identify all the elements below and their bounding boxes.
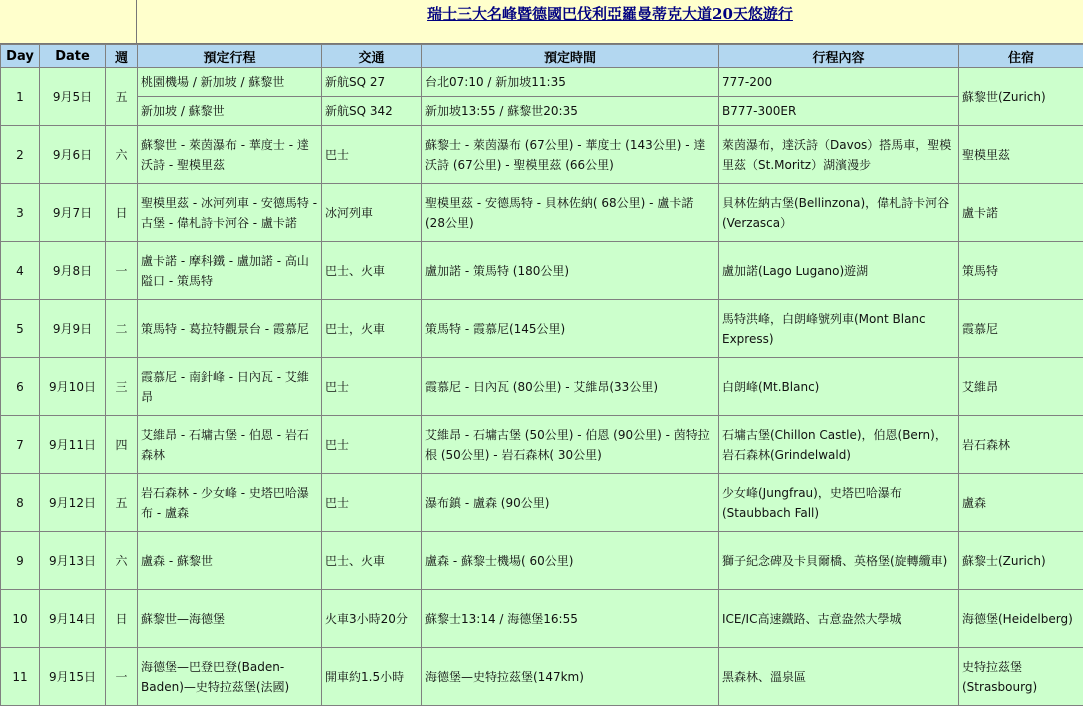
cell-day[interactable]: 6 (1, 358, 40, 416)
cell-route[interactable]: 霞慕尼 - 南針峰 - 日內瓦 - 艾維昂 (138, 358, 322, 416)
table-row (1, 648, 1083, 706)
cell-day[interactable]: 1 (1, 68, 40, 126)
cell-lodging[interactable]: 蘇黎士(Zurich) (959, 532, 1083, 590)
cell-route[interactable]: 盧森 - 蘇黎世 (138, 532, 322, 590)
cell-weekday[interactable]: 五 (106, 68, 138, 126)
cell-content[interactable]: 萊茵瀑布，達沃詩（Davos）搭馬車，聖模里茲（St.Moritz）湖濱漫步 (719, 126, 959, 184)
table-row (1, 590, 1083, 648)
header-transport[interactable]: 交通 (322, 45, 422, 68)
cell-date[interactable]: 9月5日 (40, 68, 106, 126)
cell-weekday[interactable]: 六 (106, 126, 138, 184)
cell-day[interactable]: 3 (1, 184, 40, 242)
header-row (1, 45, 1083, 68)
cell-content[interactable]: 盧加諾(Lago Lugano)遊湖 (719, 242, 959, 300)
cell-transport[interactable]: 巴士 (322, 474, 422, 532)
cell-date[interactable]: 9月6日 (40, 126, 106, 184)
cell-day[interactable]: 11 (1, 648, 40, 706)
cell-date[interactable]: 9月11日 (40, 416, 106, 474)
header-time[interactable]: 預定時間 (422, 45, 719, 68)
cell-weekday[interactable]: 六 (106, 532, 138, 590)
table-row (1, 474, 1083, 532)
cell-transport[interactable]: 巴士，火車 (322, 300, 422, 358)
itinerary-table (0, 44, 1083, 706)
cell-route[interactable]: 新加坡 / 蘇黎世 (138, 97, 322, 126)
cell-route[interactable]: 岩石森林 - 少女峰 - 史塔巴哈瀑布 - 盧森 (138, 474, 322, 532)
cell-lodging[interactable]: 盧森 (959, 474, 1083, 532)
cell-lodging[interactable]: 聖模里茲 (959, 126, 1083, 184)
cell-time[interactable]: 霞慕尼 - 日內瓦 (80公里) - 艾維昂(33公里) (422, 358, 719, 416)
cell-weekday[interactable]: 一 (106, 242, 138, 300)
cell-weekday[interactable]: 三 (106, 358, 138, 416)
cell-transport[interactable]: 巴士 (322, 126, 422, 184)
header-day[interactable]: Day (1, 45, 40, 68)
cell-transport[interactable]: 巴士、火車 (322, 242, 422, 300)
cell-date[interactable]: 9月14日 (40, 590, 106, 648)
cell-day[interactable]: 4 (1, 242, 40, 300)
cell-time[interactable]: 策馬特 - 霞慕尼(145公里) (422, 300, 719, 358)
cell-day[interactable]: 8 (1, 474, 40, 532)
cell-content[interactable]: 黑森林、溫泉區 (719, 648, 959, 706)
cell-route[interactable]: 盧卡諾 - 摩科鐵 - 盧加諾 - 高山隘口 - 策馬特 (138, 242, 322, 300)
cell-weekday[interactable]: 一 (106, 648, 138, 706)
cell-time[interactable]: 台北07:10 / 新加坡11:35 (422, 68, 719, 97)
cell-content[interactable]: 白朗峰(Mt.Blanc) (719, 358, 959, 416)
cell-transport[interactable]: 新航SQ 27 (322, 68, 422, 97)
table-row (1, 126, 1083, 184)
cell-date[interactable]: 9月9日 (40, 300, 106, 358)
table-row (1, 184, 1083, 242)
header-route[interactable]: 預定行程 (138, 45, 322, 68)
title-row (0, 0, 1083, 44)
cell-day[interactable]: 2 (1, 126, 40, 184)
cell-content[interactable]: 777-200 (719, 68, 959, 97)
cell-route[interactable]: 聖模里茲 - 冰河列車 - 安德馬特 - 古堡 - 偉札詩卡河谷 - 盧卡諾 (138, 184, 322, 242)
title-cell[interactable] (137, 0, 1083, 44)
cell-content[interactable]: B777-300ER (719, 97, 959, 126)
title-blank-cell (0, 0, 137, 44)
cell-weekday[interactable]: 二 (106, 300, 138, 358)
cell-transport[interactable]: 新航SQ 342 (322, 97, 422, 126)
cell-time[interactable]: 盧加諾 - 策馬特 (180公里) (422, 242, 719, 300)
cell-transport[interactable]: 巴士、火車 (322, 532, 422, 590)
cell-time[interactable]: 艾維昂 - 石墉古堡 (50公里) - 伯恩 (90公里) - 茵特拉根 (50公里) - 岩石森林( 30公里) (422, 416, 719, 474)
cell-date[interactable]: 9月8日 (40, 242, 106, 300)
cell-content[interactable]: 石墉古堡(Chillon Castle)，伯恩(Bern)，岩石森林(Grindelwald) (719, 416, 959, 474)
cell-content[interactable]: 獅子紀念碑及卡貝爾橋、英格堡(旋轉纜車) (719, 532, 959, 590)
table-row (1, 242, 1083, 300)
cell-lodging[interactable]: 史特拉茲堡(Strasbourg) (959, 648, 1083, 706)
cell-route[interactable]: 蘇黎世 - 萊茵瀑布 - 華度士 - 達沃詩 - 聖模里茲 (138, 126, 322, 184)
cell-weekday[interactable]: 五 (106, 474, 138, 532)
cell-transport[interactable]: 開車約1.5小時 (322, 648, 422, 706)
cell-lodging[interactable]: 盧卡諾 (959, 184, 1083, 242)
cell-date[interactable]: 9月12日 (40, 474, 106, 532)
cell-day[interactable]: 5 (1, 300, 40, 358)
cell-time[interactable]: 海德堡—史特拉茲堡(147km) (422, 648, 719, 706)
cell-time[interactable]: 蘇黎士 - 萊茵瀑布 (67公里) - 華度士 (143公里) - 達沃詩 (67公里) - 聖模里茲 (66公里) (422, 126, 719, 184)
cell-day[interactable]: 10 (1, 590, 40, 648)
cell-route[interactable]: 蘇黎世—海德堡 (138, 590, 322, 648)
cell-time[interactable]: 盧森 - 蘇黎士機場( 60公里) (422, 532, 719, 590)
cell-weekday[interactable]: 四 (106, 416, 138, 474)
cell-content[interactable]: 貝林佐納古堡(Bellinzona)，偉札詩卡河谷(Verzasca） (719, 184, 959, 242)
cell-content[interactable]: ICE/IC高速鐵路、古意盎然大學城 (719, 590, 959, 648)
header-content[interactable]: 行程內容 (719, 45, 959, 68)
table-row (1, 300, 1083, 358)
cell-transport[interactable]: 巴士 (322, 416, 422, 474)
cell-lodging[interactable]: 海德堡(Heidelberg) (959, 590, 1083, 648)
cell-lodging[interactable]: 蘇黎世(Zurich) (959, 68, 1083, 126)
cell-route[interactable]: 桃園機場 / 新加坡 / 蘇黎世 (138, 68, 322, 97)
table-row (1, 358, 1083, 416)
table-row (1, 97, 1083, 126)
cell-date[interactable]: 9月15日 (40, 648, 106, 706)
table-row (1, 416, 1083, 474)
cell-date[interactable]: 9月13日 (40, 532, 106, 590)
table-row (1, 532, 1083, 590)
cell-date[interactable]: 9月10日 (40, 358, 106, 416)
cell-time[interactable]: 瀑布鎮 - 盧森 (90公里) (422, 474, 719, 532)
cell-route[interactable]: 策馬特 - 葛拉特觀景台 - 霞慕尼 (138, 300, 322, 358)
cell-lodging[interactable]: 策馬特 (959, 242, 1083, 300)
table-row (1, 68, 1083, 97)
cell-time[interactable]: 新加坡13:55 / 蘇黎世20:35 (422, 97, 719, 126)
cell-lodging[interactable]: 艾維昂 (959, 358, 1083, 416)
cell-day[interactable]: 9 (1, 532, 40, 590)
header-lodging[interactable]: 住宿 (959, 45, 1083, 68)
header-date[interactable]: Date (40, 45, 106, 68)
cell-weekday[interactable]: 日 (106, 590, 138, 648)
cell-weekday[interactable]: 日 (106, 184, 138, 242)
page-title: 瑞士三大名峰暨德國巴伐利亞羅曼蒂克大道20天悠遊行 (427, 3, 793, 24)
cell-time[interactable]: 聖模里茲 - 安德馬特 - 貝林佐納( 68公里) - 盧卡諾 (28公里) (422, 184, 719, 242)
header-weekday[interactable]: 週 (106, 45, 138, 68)
cell-content[interactable]: 馬特洪峰，白朗峰號列車(Mont Blanc Express) (719, 300, 959, 358)
cell-route[interactable]: 艾維昂 - 石墉古堡 - 伯恩 - 岩石森林 (138, 416, 322, 474)
cell-transport[interactable]: 火車3小時20分 (322, 590, 422, 648)
cell-time[interactable]: 蘇黎士13:14 / 海德堡16:55 (422, 590, 719, 648)
cell-date[interactable]: 9月7日 (40, 184, 106, 242)
cell-content[interactable]: 少女峰(Jungfrau)，史塔巴哈瀑布(Staubbach Fall) (719, 474, 959, 532)
cell-route[interactable]: 海德堡—巴登巴登(Baden-Baden)—史特拉茲堡(法國) (138, 648, 322, 706)
cell-lodging[interactable]: 岩石森林 (959, 416, 1083, 474)
cell-transport[interactable]: 冰河列車 (322, 184, 422, 242)
cell-transport[interactable]: 巴士 (322, 358, 422, 416)
cell-lodging[interactable]: 霞慕尼 (959, 300, 1083, 358)
cell-day[interactable]: 7 (1, 416, 40, 474)
